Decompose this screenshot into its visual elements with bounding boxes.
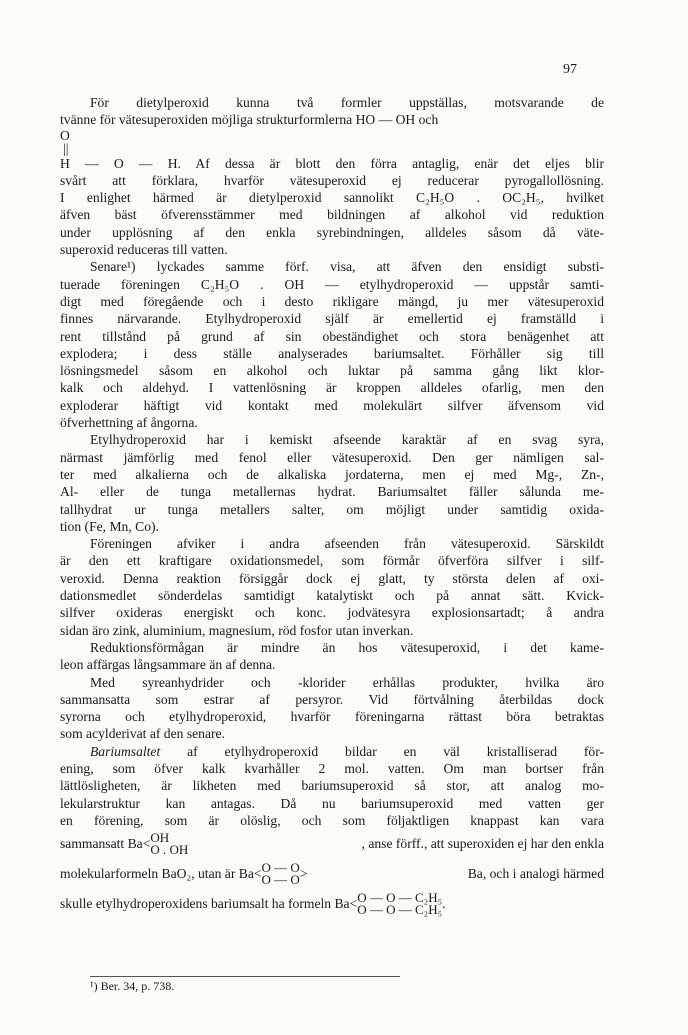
- paragraph-line: en förening, som är olöslig, och som följaktligen knappast kan vara: [60, 812, 604, 828]
- paragraph-line: digt med föregående och i desto rikligare mängd, ju mer vätesuperoxid: [60, 293, 604, 309]
- angle-bracket: <: [253, 866, 262, 882]
- formula2-suffix: Ba, och i analogi härmed: [467, 866, 604, 882]
- formula3-bottom: O — O — C₂H₅: [357, 902, 443, 918]
- paragraph-line: finnes närvarande. Etylhydroperoxid själf är emellertid ej framställd i: [60, 311, 604, 327]
- paragraph-line: öfverhettning af ångorna.: [60, 415, 198, 431]
- paragraph-line: Etylhydroperoxid har i kemiskt afseende karaktär af en svag syra,: [90, 432, 604, 448]
- paragraph-line: är den ett kraftigare oxidationsmedel, som förmår öfverföra silfver i silf-: [60, 553, 604, 569]
- paragraph-line: För dietylperoxid kunna två formler uppställas, motsvarande de: [90, 95, 604, 110]
- paragraph-line: som acylderivat af den senare.: [60, 726, 225, 742]
- paragraph-line: Med syreanhydrider och -klorider erhållas produkter, hvilka äro: [90, 674, 604, 690]
- paragraph-line: Reduktionsförmågan är mindre än hos vätesuperoxid, i det kame-: [90, 639, 604, 655]
- barium-term: Bariumsaltet: [90, 743, 161, 759]
- angle-bracket: <: [349, 896, 358, 912]
- paragraph-line: lättlösligheten, är likheten med bariumsuperoxid så stor, att analog mo-: [60, 778, 604, 794]
- paragraph-line: exploderar häftigt vid kontakt med molekulärt silfver äfvensom vid: [60, 397, 604, 413]
- paragraph-line: lösningsmedel såsom en alkohol och luktar på samma gång likt klor-: [60, 363, 604, 379]
- paragraph-line: syrorna och etylhydroperoxid, hvarför föreningarna rättast böra betraktas: [60, 709, 604, 725]
- paragraph-line: veroxid. Denna reaktion försiggår dock ej glatt, ty största delen af oxi-: [60, 570, 604, 586]
- paragraph-line: tallhydrat ur tunga metallers salter, om möjligt under samtidig oxida-: [60, 501, 604, 517]
- formula2-groups: [262, 862, 300, 886]
- paragraph-line: under upplösning af den enkla syrebindningen, alldeles såsom då väte-: [60, 224, 604, 240]
- formula3-suffix: .: [442, 896, 446, 912]
- formula1-top: OH: [150, 830, 170, 846]
- paragraph-line: kalk och aldehyd. I vattenlösning är kroppen alldeles ofarlig, men den: [60, 380, 604, 396]
- formula-oxygen: O: [60, 127, 70, 143]
- formula-line-3: [60, 889, 604, 919]
- formula2-top: O — O: [261, 860, 300, 876]
- paragraph-line: sammansatta som estrar af persyror. Vid förtvålning återbildas dock: [60, 691, 604, 707]
- paragraph-line: närmast jämförlig med fenol eller vätesuperoxid. Den ger nämligen sal-: [60, 449, 604, 465]
- paragraph-line: tvänne för vätesuperoxiden möjliga strukturformlerna HO — OH och: [60, 112, 439, 128]
- paragraph-line: Senare¹) lyckades samme förf. visa, att äfven den ensidigt substi-: [90, 259, 604, 275]
- paragraph-line: H — O — H. Af dessa är blott den förra antaglig, enär det eljes blir: [60, 155, 604, 171]
- paragraph-line: superoxid reduceras till vatten.: [60, 242, 228, 258]
- paragraph-line: svårt att förklara, hvarför vätesuperoxid ej reducerar pyrogallollösning.: [60, 172, 604, 188]
- body-text: [60, 94, 604, 919]
- paragraph-line: silfver oxideras energiskt och konc. jodvätesyra explosionsartadt; å andra: [60, 605, 604, 621]
- formula2-prefix: molekularformeln BaO₂, utan är Ba: [60, 866, 254, 882]
- formula3-prefix: skulle etylhydroperoxidens bariumsalt ha formeln Ba: [60, 896, 350, 912]
- paragraph-line: tion (Fe, Mn, Co).: [60, 518, 159, 534]
- formula1-prefix: sammansatt Ba: [60, 836, 143, 852]
- paragraph-line: dationsmedlet sönderdelas samtidigt katalytiskt och på annat sätt. Kvick-: [60, 588, 604, 604]
- formula-line-1: [60, 829, 604, 859]
- formula1-suffix: , anse förff., att superoxiden ej har den enkla: [361, 836, 604, 852]
- paragraph-line: rent tillstånd på grund af sin obeständighet och stora benägenhet att: [60, 328, 604, 344]
- footnote: ¹) Ber. 34, p. 738.: [90, 976, 400, 994]
- paragraph-line: explodera; i dess ställe analyserades bariumsaltet. Förhåller sig till: [60, 345, 604, 361]
- barium-rest: af etylhydroperoxid bildar en väl kristalliserad för-: [160, 743, 604, 759]
- formula1-groups: [150, 832, 188, 856]
- angle-bracket: <: [142, 836, 151, 852]
- paragraph-line: Al- eller de tunga metallernas hydrat. Bariumsaltet fäller sålunda me-: [60, 484, 604, 500]
- formula3-groups: [357, 892, 442, 916]
- paragraph-line: ter med alkalierna och de alkaliska jordaterna, men ej med Mg-, Zn-,: [60, 466, 604, 482]
- formula3-top: O — O — C₂H₅: [357, 890, 443, 906]
- paragraph-line: ening, som öfver kalk kvarhåller 2 mol. vatten. Om man bortser från: [60, 760, 604, 776]
- paragraph-line: I enlighet härmed är dietylperoxid sannolikt C₂H₅O . OC₂H₅, hvilket: [60, 190, 604, 206]
- paragraph-line: lekularstruktur kan antagas. Då nu bariumsuperoxid med vatten ger: [60, 795, 604, 811]
- page-number: 97: [563, 62, 577, 77]
- paragraph-line: leon affärgas långsammare än af denna.: [60, 657, 276, 673]
- paragraph-line: Föreningen afviker i andra afseenden från vätesuperoxid. Särskildt: [90, 536, 604, 552]
- paragraph-line: tuerade föreningen C₂H₅O . OH — etylhydroperoxid — uppstår samti-: [60, 276, 604, 292]
- paragraph-line: äfven bäst öfverensstämmer med bildningen af alkohol vid reduktion: [60, 207, 604, 223]
- formula1-bottom: O . OH: [150, 842, 189, 858]
- angle-bracket-right: >: [299, 866, 308, 882]
- paragraph-line: [60, 743, 604, 760]
- formula-double-bond: ||: [63, 140, 69, 156]
- formula-line-2: [60, 859, 604, 889]
- formula2-bottom: O — O: [261, 872, 300, 888]
- paragraph-line: sidan äro zink, aluminium, magnesium, röd fosfor utan inverkan.: [60, 622, 414, 638]
